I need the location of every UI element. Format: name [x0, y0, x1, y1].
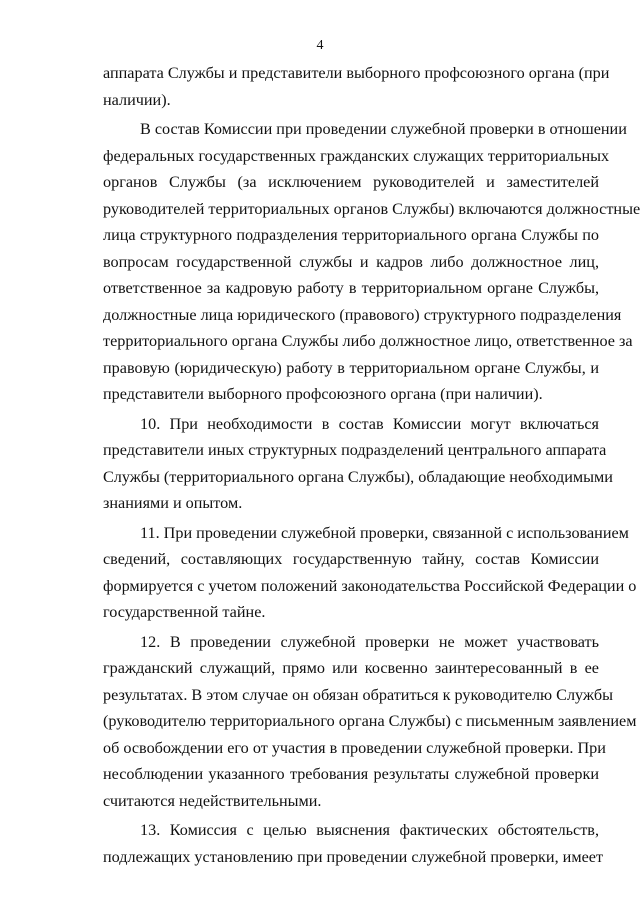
document-body — [103, 60, 640, 870]
paragraph — [103, 520, 637, 626]
text-line: органов Службы (за исключением руководителей и заместителей — [103, 173, 599, 191]
text-line: об освобождении его от участия в проведении служебной проверки. При — [103, 738, 606, 757]
text-line: вопросам государственной службы и кадров либо должностное лиц, — [103, 252, 599, 271]
text-line: гражданский служащий, прямо или косвенно заинтересованный в ее — [103, 659, 599, 677]
text-line: подлежащих установлению при проведении служебной проверки, имеет — [103, 847, 604, 866]
text-line: территориального органа Службы либо должностное лицо, ответственное за — [103, 332, 633, 350]
paragraph — [103, 60, 610, 113]
text-line: 13. Комиссия с целью выяснения фактических обстоятельств, — [140, 821, 599, 839]
text-line: 12. В проведении служебной проверки не может участвовать — [140, 632, 599, 651]
paragraph — [103, 411, 613, 517]
paragraph — [103, 629, 637, 815]
text-line: 10. При необходимости в состав Комиссии могут включаться — [140, 414, 599, 433]
paragraph — [103, 116, 640, 408]
text-line: несоблюдении указанного требования результаты служебной проверки — [103, 765, 599, 783]
text-line: наличии). — [103, 90, 171, 109]
text-line: федеральных государственных гражданских служащих территориальных — [103, 146, 610, 165]
text-line: 11. При проведении служебной проверки, связанной с использованием — [140, 523, 629, 542]
text-line: руководителей территориальных органов Службы) включаются должностные — [103, 199, 640, 218]
text-line: результатах. В этом случае он обязан обратиться к руководителю Службы — [103, 685, 613, 704]
text-line: знаниями и опытом. — [103, 494, 243, 512]
text-line: В состав Комиссии при проведении служебной проверки в отношении — [140, 120, 627, 138]
text-line: Службы (территориального органа Службы), обладающие необходимыми — [103, 467, 613, 486]
text-line: государственной тайне. — [103, 603, 266, 621]
text-line: сведений, составляющих государственную тайну, состав Комиссии — [103, 550, 599, 568]
text-line: (руководителю территориального органа Службы) с письменным заявлением — [103, 712, 637, 730]
page-number: 4 — [316, 38, 324, 53]
text-line: формируется с учетом положений законодательства Российской Федерации о — [103, 576, 637, 595]
text-line: правовую (юридическую) работу в территориальном органе Службы, и — [103, 358, 599, 377]
text-line: представители иных структурных подразделений центрального аппарата — [103, 441, 607, 459]
text-line: считаются недействительными. — [103, 791, 322, 810]
text-line: должностные лица юридического (правового) структурного подразделения — [103, 305, 622, 324]
text-line: аппарата Службы и представители выборного профсоюзного органа (при — [103, 64, 610, 82]
text-line: представители выборного профсоюзного органа (при наличии). — [103, 385, 543, 403]
paragraph — [103, 817, 604, 870]
text-line: ответственное за кадровую работу в территориальном органе Службы, — [103, 279, 599, 297]
text-line: лица структурного подразделения территориального органа Службы по — [103, 226, 599, 244]
